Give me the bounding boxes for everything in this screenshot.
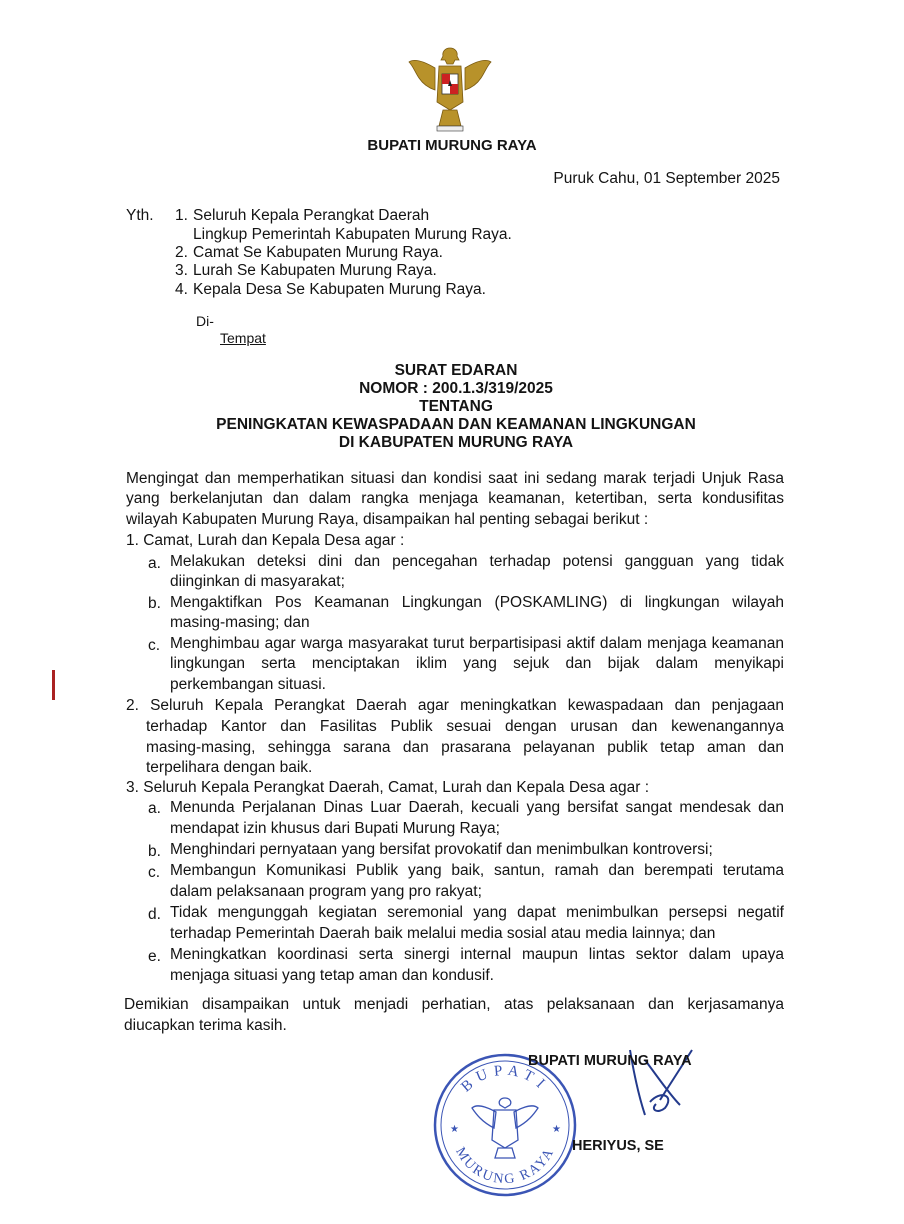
addressee-num-4: 4. bbox=[175, 281, 188, 298]
official-stamp-icon bbox=[430, 1050, 580, 1200]
stamp-text-bottom: MURUNG RAYA bbox=[452, 1144, 558, 1188]
place-date: Puruk Cahu, 01 September 2025 bbox=[553, 170, 780, 187]
point-3c: dalam pelaksanaan program yang pro rakyat; bbox=[170, 883, 482, 900]
intro-line: wilayah Kabupaten Murung Raya, disampaikan hal penting sebagai berikut : bbox=[126, 511, 649, 528]
tempat-label: Tempat bbox=[220, 330, 266, 346]
addressee-item-3: Lurah Se Kabupaten Murung Raya. bbox=[193, 262, 437, 279]
point-3-heading: 3. Seluruh Kepala Perangkat Daerah, Camat, Lurah dan Kepala Desa agar : bbox=[126, 779, 650, 796]
point-3b: Menghindari pernyataan yang bersifat provokatif dan menimbulkan kontroversi; bbox=[170, 841, 713, 858]
svg-text:★: ★ bbox=[450, 1124, 459, 1135]
letter-subject-2: DI KABUPATEN MURUNG RAYA bbox=[338, 434, 574, 451]
point-3a: Menunda Perjalanan Dinas Luar Daerah, kecuali yang bersifat sangat mendesak dan bbox=[170, 799, 784, 816]
list-letter: a. bbox=[148, 555, 161, 572]
intro-line: yang berkelanjutan dan dalam rangka menjaga keamanan, ketertiban, serta kondusifitas bbox=[126, 490, 784, 507]
garuda-emblem-icon bbox=[405, 40, 495, 136]
point-1b: Mengaktifkan Pos Keamanan Lingkungan (POSKAMLING) di lingkungan wilayah bbox=[170, 594, 784, 611]
list-letter: e. bbox=[148, 948, 161, 965]
signatory-name: HERIYUS, SE bbox=[572, 1138, 664, 1154]
point-1a: Melakukan deteksi dini dan pencegahan terhadap potensi gangguan yang tidak bbox=[170, 553, 784, 570]
list-letter: b. bbox=[148, 843, 161, 860]
letter-number: NOMOR : 200.1.3/319/2025 bbox=[359, 380, 553, 397]
stamp-text-top: BUPATI bbox=[458, 1062, 552, 1096]
point-3d: terhadap Pemerintah Daerah baik melalui media sosial atau media lainnya; dan bbox=[170, 925, 716, 942]
addressee-num-2: 2. bbox=[175, 244, 188, 261]
point-3a: mendapat izin khusus dari Bupati Murung Raya; bbox=[170, 820, 500, 837]
point-1c: Menghimbau agar warga masyarakat turut berpartisipasi aktif dalam menjaga keamanan bbox=[170, 635, 784, 652]
letter-tentang: TENTANG bbox=[419, 398, 493, 415]
addressee-label: Yth. bbox=[126, 207, 154, 224]
point-1b: masing-masing; dan bbox=[170, 614, 310, 631]
list-letter: a. bbox=[148, 800, 161, 817]
addressee-num-3: 3. bbox=[175, 262, 188, 279]
addressee-item-1: Seluruh Kepala Perangkat Daerah bbox=[193, 207, 430, 224]
list-letter: b. bbox=[148, 595, 161, 612]
point-1a: diinginkan di masyarakat; bbox=[170, 573, 345, 590]
list-letter: c. bbox=[148, 637, 161, 654]
addressee-item-1-cont: Lingkup Pemerintah Kabupaten Murung Raya. bbox=[193, 226, 512, 243]
closing-line: diucapkan terima kasih. bbox=[124, 1017, 287, 1034]
point-2: masing-masing, sehingga sarana dan prasarana pelayanan publik tetap aman dan bbox=[146, 739, 784, 756]
di-label: Di- bbox=[196, 313, 214, 329]
svg-text:MURUNG RAYA bbox=[452, 1145, 558, 1187]
institution-heading: BUPATI MURUNG RAYA bbox=[367, 137, 537, 154]
signatory-title: BUPATI MURUNG RAYA bbox=[528, 1053, 692, 1069]
point-2: terpelihara dengan baik. bbox=[146, 759, 313, 776]
letter-type: SURAT EDARAN bbox=[394, 362, 518, 379]
point-1c: perkembangan situasi. bbox=[170, 676, 326, 693]
list-letter: c. bbox=[148, 864, 161, 881]
list-letter: d. bbox=[148, 906, 161, 923]
closing-line: Demikian disampaikan untuk menjadi perhatian, atas pelaksanaan dan kerjasamanya bbox=[124, 996, 784, 1013]
addressee-item-2: Camat Se Kabupaten Murung Raya. bbox=[193, 244, 443, 261]
point-3d: Tidak mengunggah kegiatan seremonial yang dapat menimbulkan persepsi negatif bbox=[170, 904, 784, 921]
margin-mark bbox=[52, 670, 55, 700]
addressee-num-1: 1. bbox=[175, 207, 188, 224]
point-1c: lingkungan serta menciptakan iklim yang sejuk dan bijak dalam menyikapi bbox=[170, 655, 784, 672]
addressee-item-4: Kepala Desa Se Kabupaten Murung Raya. bbox=[193, 281, 486, 298]
point-3e: Meningkatkan koordinasi serta sinergi internal maupun lintas sektor dalam upaya bbox=[170, 946, 784, 963]
point-3e: menjaga situasi yang tetap aman dan kondusif. bbox=[170, 967, 494, 984]
svg-text:★: ★ bbox=[552, 1124, 561, 1135]
point-1-heading: 1. Camat, Lurah dan Kepala Desa agar : bbox=[126, 532, 405, 549]
intro-line: Mengingat dan memperhatikan situasi dan kondisi saat ini sedang marak terjadi Unjuk Rasa bbox=[126, 470, 784, 487]
point-3c: Membangun Komunikasi Publik yang baik, santun, ramah dan berempati terutama bbox=[170, 862, 784, 879]
point-2: 2. Seluruh Kepala Perangkat Daerah agar meningkatkan kewaspadaan dan penjagaan bbox=[126, 697, 784, 714]
point-2: terhadap Kantor dan Fasilitas Publik sesuai dengan urusan dan kewenangannya bbox=[146, 718, 784, 735]
letter-subject-1: PENINGKATAN KEWASPADAAN DAN KEAMANAN LINGKUNGAN bbox=[216, 416, 696, 433]
